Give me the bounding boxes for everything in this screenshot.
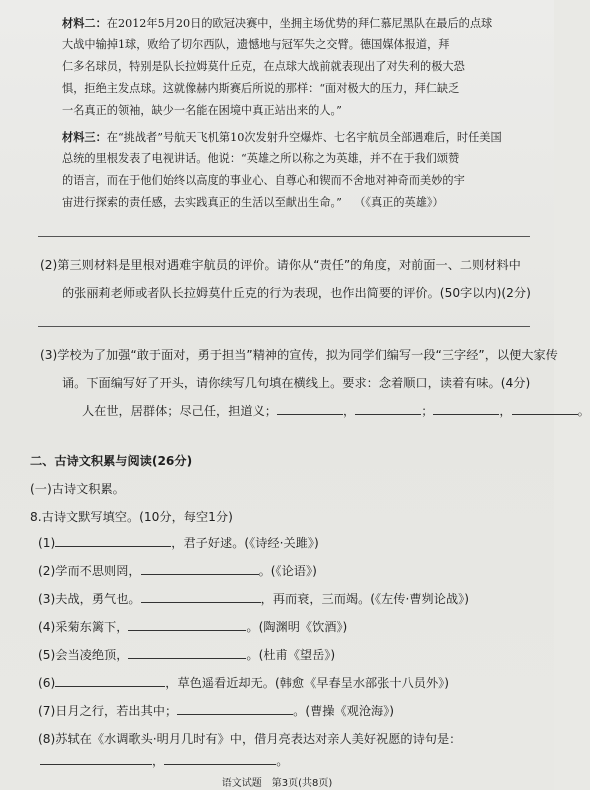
fill-blank[interactable] (40, 764, 152, 765)
fill-blank[interactable] (164, 764, 276, 765)
material-label: 材料三： (62, 130, 107, 144)
question-line: (2)第三则材料是里根对遇难宇航员的评价。请你从“责任”的角度，对前面一、二则材料中 (40, 258, 521, 272)
fill-blank[interactable] (177, 714, 293, 715)
fill-blank[interactable] (141, 574, 259, 575)
fill-blank[interactable] (128, 630, 246, 631)
question-line: (3)学校为了加强“敢于面对，勇于担当”精神的宣传，拟为同学们编写一段“三字经”，以便大家传 (40, 348, 558, 362)
three-character-lines: 人在世，居群体；尽己任，担道义； ， ； ， 。 (82, 404, 590, 418)
poem-item: (8)苏轼在《水调歌头·明月几时有》中，借月亮表达对亲人美好祝愿的诗句是： (38, 732, 462, 746)
fill-blank[interactable] (55, 546, 171, 547)
poem-item: (5)会当凌绝顶， 。(杜甫《望岳》) (38, 648, 336, 662)
poem-item: (6) ，草色遥看近却无。(韩愈《早春呈水部张十八员外》) (38, 676, 449, 690)
page-footer: 语文试题 第3页(共8页) (221, 778, 333, 789)
material-line: 总统的里根发表了电视讲话。他说：“英雄之所以称之为英雄，并不在于我们颂赞 (62, 152, 460, 165)
fill-blank[interactable] (433, 414, 499, 415)
fill-blank[interactable] (512, 414, 578, 415)
section-heading: 二、古诗文积累与阅读(26分) (30, 454, 193, 468)
poem-item-answer: ， 。 (40, 752, 554, 769)
fill-blank[interactable] (355, 414, 421, 415)
poem-item: (7)日月之行，若出其中； 。(曹操《观沧海》) (38, 704, 395, 718)
poem-item: (3)夫战，勇气也。 ，再而衰，三而竭。(《左传·曹刿论战》) (38, 592, 469, 606)
material-line: 的语言，而在于他们始终以高度的事业心、自尊心和锲而不舍地对神奇而美妙的宇 (62, 174, 465, 187)
material-line: 宙进行探索的责任感，去实践真正的生活以至献出生命。” （《真正的英雄》） (62, 196, 444, 209)
material-label: 材料二： (62, 16, 107, 30)
fill-blank[interactable] (55, 686, 165, 687)
material-line: 惧，拒绝主发点球。这就像赫内斯赛后所说的那样：“面对极大的压力，拜仁缺乏 (62, 82, 460, 95)
material-source: （《真正的英雄》） (359, 196, 444, 209)
material-line: 材料二：在2012年5月20日的欧冠决赛中，坐拥主场优势的拜仁慕尼黑队在最后的点球 (62, 16, 493, 30)
answer-line[interactable] (38, 236, 530, 237)
material-line: 仁多名球员，特别是队长拉姆莫什丘克，在点球大战前就表现出了对失利的极大恐 (62, 60, 465, 73)
subsection-heading: (一)古诗文积累。 (30, 482, 125, 496)
answer-line[interactable] (38, 326, 530, 327)
material-line: 一名真正的领袖，缺少一名能在困境中真正站出来的人。” (62, 104, 342, 117)
fill-blank[interactable] (128, 658, 246, 659)
question-line: 的张丽莉老师或者队长拉姆莫什丘克的行为表现，也作出简要的评价。(50字以内)(2分) (62, 286, 531, 300)
question-line: 诵。下面编写好了开头，请你续写几句填在横线上。要求：念着顺口，读着有味。(4分) (62, 376, 531, 390)
fill-blank[interactable] (141, 602, 261, 603)
material-line: 材料三：在“挑战者”号航天飞机第10次发射升空爆炸、七名宇航员全部遇难后，时任美国 (62, 130, 502, 144)
poem-item: (2)学而不思则罔， 。(《论语》) (38, 564, 317, 578)
material-line: 大战中输掉1球，败给了切尔西队，遗憾地与冠军失之交臂。德国媒体报道，拜 (62, 38, 450, 51)
question-8-title: 8.古诗文默写填空。(10分，每空1分) (30, 510, 233, 524)
poem-item: (1) ，君子好逑。(《诗经·关雎》) (38, 536, 319, 550)
fill-blank[interactable] (277, 414, 343, 415)
poem-item: (4)采菊东篱下， 。(陶渊明《饮酒》) (38, 620, 348, 634)
